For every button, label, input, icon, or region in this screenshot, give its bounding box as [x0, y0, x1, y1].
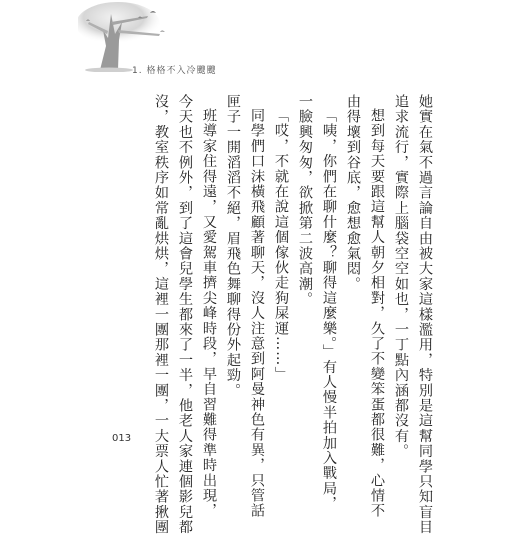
text-column: 追求流行，實際上腦袋空空如也，一丁點內涵都沒有。 [393, 94, 409, 459]
text-column: 一臉興匆匆，欲掀第二波高潮。 [297, 94, 313, 307]
text-column: 匣子一開滔滔不絕，眉飛色舞聊得份外起勁。 [225, 94, 241, 398]
text-column: 「咦，你們在聊什麼？聊得這麼樂。」有人慢半拍加入戰局， [321, 108, 337, 512]
main-text [142, 94, 433, 535]
text-column: 她實在氣不過言論自由被大家這樣濫用，特別是這幫同學只知盲目 [417, 94, 433, 535]
page-number: 013 [112, 433, 132, 444]
tree-with-birds-icon [78, 0, 198, 72]
text-column: 沒，教室秩序如常亂烘烘，這裡一團那裡一團，一大票人忙著揪團 [153, 94, 169, 535]
text-column: 由得壞到谷底，愈想愈氣悶。 [345, 94, 361, 292]
text-column: 同學們口沫橫飛顧著聊天，沒人注意到阿曼神色有異，只管話 [249, 108, 265, 519]
text-column: 想到每天要跟這幫人朝夕相對，久了不變笨蛋都很難，心情不 [369, 108, 385, 519]
text-column: 「哎，不就在說這個傢伙走狗屎運……」 [273, 108, 289, 382]
chapter-title: 1. 格格不入冷颼颼 [132, 66, 217, 76]
text-column: 班導家住得遠，又愛駕車擠尖峰時段，早自習難得準時出現， [201, 108, 217, 519]
text-column: 今天也不例外，到了這會兒學生都來了一半，他老人家連個影兒都 [177, 94, 193, 535]
